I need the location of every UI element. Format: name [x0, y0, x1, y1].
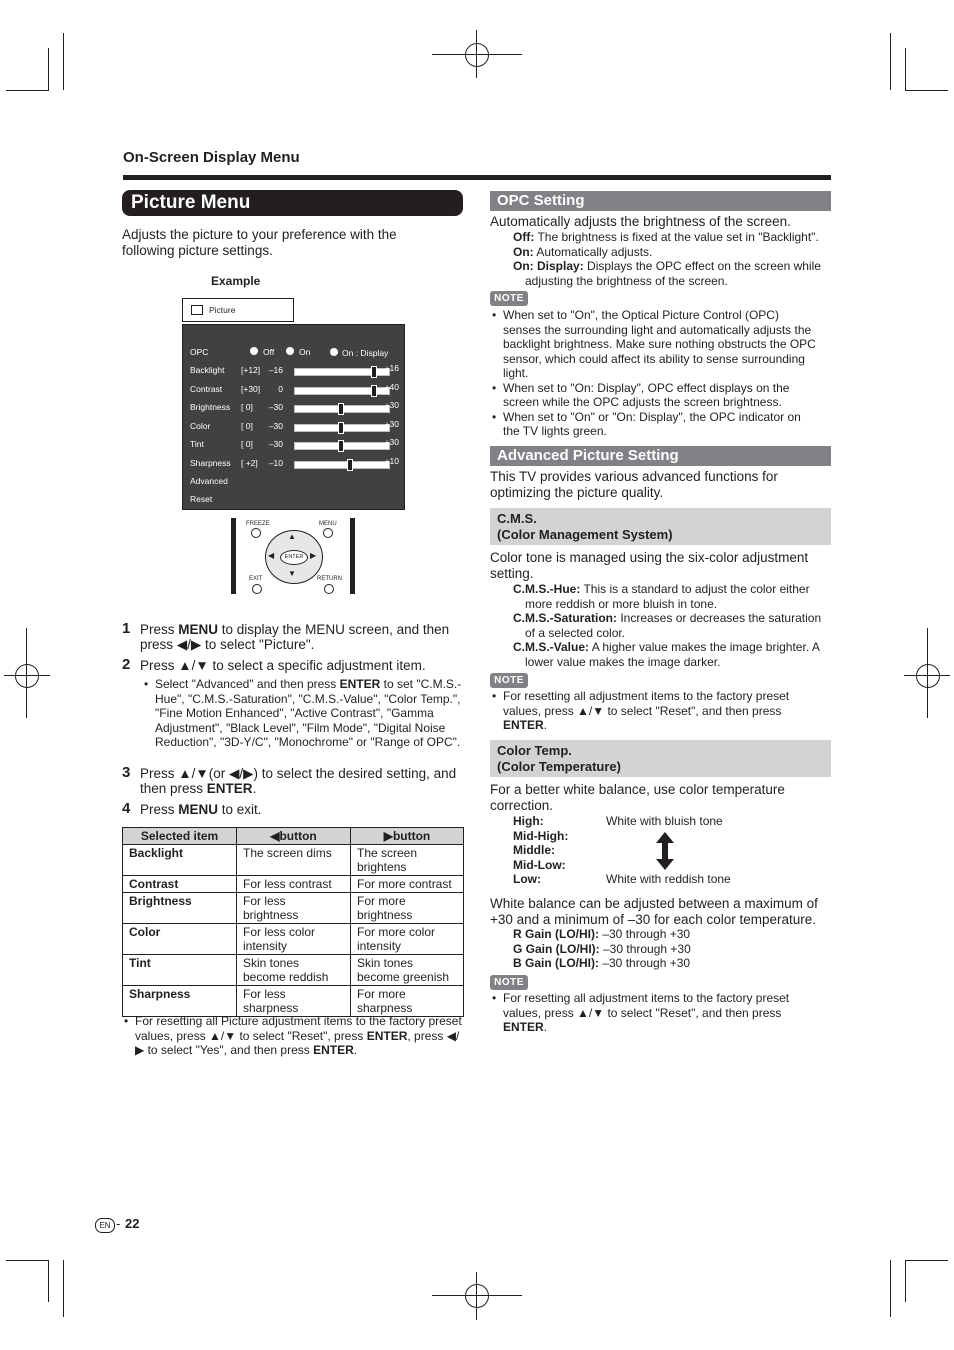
- osd-row-max: +30: [384, 437, 399, 447]
- table-header: ▶button: [351, 828, 464, 845]
- note-badge: NOTE: [490, 291, 528, 306]
- table-cell: The screen dims: [237, 845, 351, 876]
- opc-on-display-label: On : Display: [342, 348, 389, 358]
- osd-row-min: –30: [268, 420, 283, 431]
- table-row: [123, 845, 464, 876]
- slider-thumb[interactable]: [371, 366, 377, 378]
- table-cell: Brightness: [123, 893, 237, 924]
- high-desc: White with bluish tone: [606, 814, 723, 828]
- opc-item-off: Off: The brightness is fixed at the value set in "Backlight".: [513, 230, 819, 244]
- table-row: [123, 924, 464, 955]
- language-badge: EN: [95, 1218, 115, 1233]
- picture-menu-title: Picture Menu: [122, 190, 463, 216]
- osd-tab-label: Picture: [209, 305, 236, 315]
- table-row: [123, 955, 464, 986]
- table-row: [123, 893, 464, 924]
- osd-slider[interactable]: [294, 442, 390, 450]
- advanced-picture-title: Advanced Picture Setting: [490, 446, 831, 466]
- opc-off-label: Off: [263, 347, 275, 357]
- note-badge: NOTE: [490, 673, 528, 688]
- color-temp-levels: High: Mid-High: Middle: Mid-Low: Low:: [513, 814, 569, 887]
- step-4: Press MENU to exit.: [140, 802, 262, 817]
- opc-off-radio[interactable]: [250, 347, 258, 355]
- osd-slider[interactable]: [294, 387, 390, 395]
- cms-note: • For resetting all adjustment items to the factory preset values, press ▲/▼ to select "Reset", and then press ENTER.: [490, 689, 810, 733]
- up-arrow-icon[interactable]: ▲: [288, 532, 296, 541]
- cms-hue: C.M.S.-Hue: This is a standard to adjust the color either more reddish or more bluish in tone.: [513, 582, 810, 611]
- table-cell: For more sharpness: [351, 986, 464, 1017]
- osd-row-label: Brightness: [190, 402, 231, 412]
- opc-on-display-radio[interactable]: [330, 348, 338, 356]
- step-number: 1: [122, 620, 131, 637]
- reset-note: • For resetting all Picture adjustment items to the factory preset values, press ▲/▼ to select "Reset", press ENTER, press ◀/▶ to select "Yes", and then press ENTER.: [122, 1014, 467, 1058]
- step-2-bullet: • Select "Advanced" and then press ENTER to set "C.M.S.-Hue", "C.M.S.-Saturation", "C.M.S.-Value", "Color Temp.", "Fine Motion Enhanced", "Active Contrast", "Gamma Adjustment", "Black Level", "Film Mode", "Digital Noise Reduction", "3D-Y/C", "Monochrome" or "Range of OPC".: [142, 677, 464, 750]
- osd-slider[interactable]: [294, 405, 390, 413]
- picture-menu-intro: Adjusts the picture to your preference with the following picture settings.: [122, 227, 397, 258]
- osd-reset[interactable]: Reset: [190, 494, 213, 504]
- table-cell: Sharpness: [123, 986, 237, 1017]
- remote-return-label: RETURN: [317, 576, 342, 582]
- osd-row-label: Contrast: [190, 383, 223, 394]
- advanced-intro: This TV provides various advanced functions for optimizing the picture quality.: [490, 469, 778, 500]
- remote-exit-label: EXIT: [249, 576, 263, 582]
- table-cell: Contrast: [123, 876, 237, 893]
- osd-row-max: +40: [384, 381, 399, 392]
- cms-saturation: C.M.S.-Saturation: Increases or decreases the saturation of a selected color.: [513, 611, 822, 640]
- opc-setting-title: OPC Setting: [490, 191, 831, 211]
- section-header: On-Screen Display Menu: [123, 149, 300, 166]
- double-arrow-icon: [655, 832, 675, 870]
- g-gain: G Gain (LO/HI): –30 through +30: [513, 941, 691, 956]
- slider-thumb[interactable]: [338, 403, 344, 415]
- gain-list: [513, 927, 691, 971]
- step-1: Press MENU to display the MENU screen, and then press ◀/▶ to select "Picture".: [140, 622, 450, 652]
- table-cell: Backlight: [123, 845, 237, 876]
- table-cell: For less sharpness: [237, 986, 351, 1017]
- step-number: 4: [122, 800, 131, 817]
- osd-row-bracket: [ 0]: [241, 420, 253, 431]
- exit-button[interactable]: [252, 584, 262, 594]
- osd-row-bracket: [ 0]: [241, 402, 253, 412]
- opc-on-radio[interactable]: [286, 347, 294, 355]
- osd-row-min: –30: [268, 439, 283, 449]
- osd-row-min: –10: [268, 457, 283, 468]
- opc-notes: • When set to "On", the Optical Picture Control (OPC) senses the surrounding light and automatically adjusts the backlight brightness. Make sure nothing obstructs the OPC sensor, which could affect its ability to sense surrounding light. • When set to "On: Display", OPC effect displays on the screen while the OPC adjusts the screen brightness. • When set to "On" or "On: Display", the OPC indicator on the TV lights green.: [490, 308, 820, 439]
- down-arrow-icon[interactable]: ▼: [288, 569, 296, 578]
- step-number: 2: [122, 656, 131, 673]
- menu-button[interactable]: [323, 528, 333, 538]
- osd-row-max: +10: [384, 455, 399, 466]
- right-arrow-icon[interactable]: ▶: [310, 551, 317, 560]
- osd-row-max: +30: [384, 418, 399, 429]
- cms-items: [513, 582, 833, 669]
- white-balance-text: White balance can be adjusted between a maximum of +30 and a minimum of –30 for each color temperature.: [490, 896, 818, 927]
- freeze-button[interactable]: [251, 528, 261, 538]
- table-cell: Skin tones become greenish: [351, 955, 464, 986]
- osd-row-bracket: [ 0]: [241, 439, 253, 449]
- osd-row-bracket: [+12]: [241, 365, 261, 375]
- cms-value: C.M.S.-Value: A higher value makes the image brighter. A lower value makes the image darker.: [513, 640, 820, 669]
- opc-intro: Automatically adjusts the brightness of the screen.: [490, 214, 791, 229]
- note-badge: NOTE: [490, 975, 528, 990]
- osd-opc-label: OPC: [190, 347, 209, 357]
- remote-freeze-label: FREEZE: [246, 521, 270, 527]
- osd-row-min: –30: [268, 402, 283, 412]
- osd-slider[interactable]: [294, 368, 390, 376]
- osd-advanced[interactable]: Advanced: [190, 476, 228, 486]
- slider-thumb[interactable]: [371, 385, 377, 397]
- table-cell: The screen brightens: [351, 845, 464, 876]
- temp-note: • For resetting all adjustment items to the factory preset values, press ▲/▼ to select "Reset", and then press ENTER.: [490, 991, 810, 1035]
- table-header: ◀button: [237, 828, 351, 845]
- page-number: 22: [125, 1216, 140, 1231]
- example-label: Example: [211, 274, 261, 288]
- remote-menu-label: MENU: [319, 521, 337, 527]
- step-3: Press ▲/▼(or ◀/▶) to select the desired setting, and then press ENTER.: [140, 766, 457, 796]
- table-row: [123, 986, 464, 1017]
- step-2: Press ▲/▼ to select a specific adjustment item.: [140, 658, 426, 673]
- osd-tab: [182, 298, 294, 322]
- cms-intro: Color tone is managed using the six-color adjustment setting.: [490, 550, 809, 581]
- table-cell: For less contrast: [237, 876, 351, 893]
- return-button[interactable]: [324, 584, 334, 594]
- slider-thumb[interactable]: [338, 440, 344, 452]
- low-desc: White with reddish tone: [606, 872, 731, 886]
- osd-row-min: –16: [268, 365, 283, 375]
- color-temp-title: Color Temp. (Color Temperature): [490, 740, 831, 777]
- slider-thumb[interactable]: [338, 422, 344, 434]
- table-cell: For more color intensity: [351, 924, 464, 955]
- color-temp-intro: For a better white balance, use color temperature correction.: [490, 782, 785, 813]
- table-cell: For more contrast: [351, 876, 464, 893]
- table-header: Selected item: [123, 828, 237, 845]
- osd-row-max: +16: [384, 363, 399, 373]
- header-rule: [123, 175, 831, 180]
- opc-on-label: On: [299, 347, 311, 357]
- table-cell: Skin tones become reddish: [237, 955, 351, 986]
- cms-title: C.M.S. (Color Management System): [490, 508, 831, 545]
- table-cell: For less brightness: [237, 893, 351, 924]
- osd-slider[interactable]: [294, 424, 390, 432]
- osd-row-label: Sharpness: [190, 457, 231, 468]
- adjustment-table: [122, 827, 464, 1017]
- table-cell: Tint: [123, 955, 237, 986]
- picture-icon: [191, 305, 203, 315]
- b-gain: B Gain (LO/HI): –30 through +30: [513, 956, 691, 970]
- left-arrow-icon[interactable]: ◀: [268, 551, 275, 560]
- enter-button[interactable]: ENTER: [280, 550, 308, 565]
- table-cell: For less color intensity: [237, 924, 351, 955]
- osd-row-bracket: [+30]: [241, 383, 261, 394]
- osd-row-max: +30: [384, 400, 399, 410]
- table-cell: Color: [123, 924, 237, 955]
- opc-items: [513, 230, 833, 288]
- osd-row-label: Backlight: [190, 365, 225, 375]
- osd-row-label: Tint: [190, 439, 204, 449]
- step-number: 3: [122, 764, 131, 781]
- osd-row-label: Color: [190, 420, 211, 431]
- r-gain: R Gain (LO/HI): –30 through +30: [513, 927, 691, 941]
- slider-thumb[interactable]: [347, 459, 353, 471]
- osd-screen: [182, 324, 405, 510]
- opc-item-on-display: On: Display: Displays the OPC effect on the screen while adjusting the brightness of the screen.: [513, 259, 821, 288]
- remote-illustration: [231, 518, 355, 596]
- osd-row-min: 0: [278, 383, 283, 394]
- table-row: [123, 876, 464, 893]
- osd-row-bracket: [ +2]: [241, 457, 258, 468]
- osd-slider[interactable]: [294, 461, 390, 469]
- table-cell: For more brightness: [351, 893, 464, 924]
- opc-item-on: On: Automatically adjusts.: [513, 244, 653, 259]
